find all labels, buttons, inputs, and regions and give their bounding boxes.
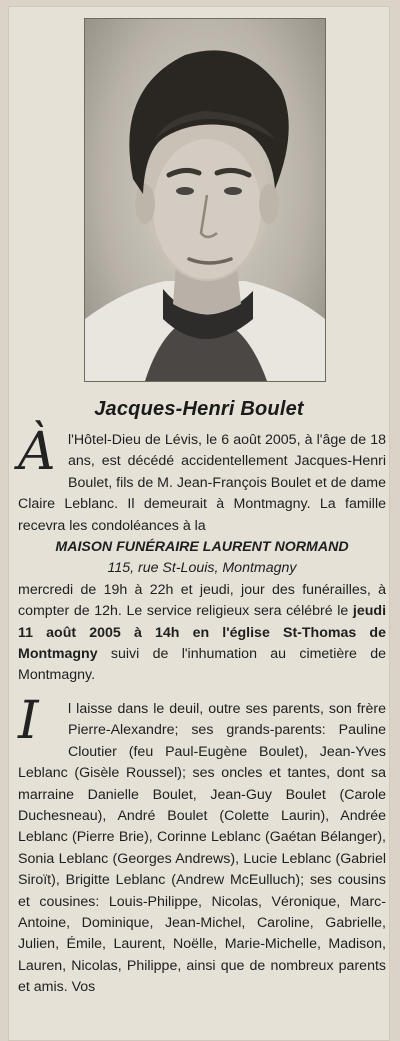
- visitation-details: mercredi de 19h à 22h et jeudi, jour des funérailles, à compter de 12h. Le service religieux sera célébré le: [18, 581, 386, 620]
- funeral-home-name: MAISON FUNÉRAIRE LAURENT NORMAND: [55, 539, 349, 556]
- announcement-paragraph: [18, 422, 387, 687]
- announcement-lead: l'Hôtel-Dieu de Lévis, le 6 août 2005, à l'âge de 18 ans, est décédé accidentellement Jacques-Henri Boulet, fils de M. Jean-François Boulet et de dame Claire Leblanc. Il demeurait à Montmagny. La famille recevra les condoléances à la: [18, 432, 386, 534]
- survivors-paragraph: [18, 690, 386, 999]
- deceased-name: Jacques-Henri Boulet: [94, 398, 304, 420]
- dropcap-a: À: [18, 422, 56, 482]
- obituary-text: [18, 422, 387, 999]
- portrait-illustration: [85, 19, 325, 381]
- obituary-clipping: [8, 6, 390, 1041]
- dropcap-i: I: [18, 690, 39, 751]
- funeral-home-address: 115, rue St-Louis, Montmagny: [107, 560, 297, 577]
- portrait-photo: [84, 18, 326, 382]
- service-details: jeudi 11 août 2005 à 14h en l'église St-Thomas de Montmagny: [18, 603, 387, 663]
- survivors-text: l laisse dans le deuil, outre ses parents, son frère Pierre-Alexandre; ses grands-parents: Pauline Cloutier (feu Paul-Eugène Boulet), Jean-Yves Leblanc (Gisèle Roussel); ses oncles et tantes, dont sa marraine Danielle Boulet, Jean-Guy Boulet (Carole Duchesneau), André Boulet (Colette Laurin), Andrée Leblanc (Pierre Brie), Corinne Leblanc (Gaétan Bélanger), Sonia Leblanc (Georges Andrews), Lucie Leblanc (Gabriel Siroït), Brigitte Leblanc (Andrew McEulluch); ses cousins et cousines: Louis-Philippe, Nicolas, Véronique, Marc-Antoine, Dominique, Jean-Michel, Caroline, Gabrielle, Julien, Émile, Laurent, Noëlle, Marie-Michelle, Madison, Lauren, Nicolas, Philippe, ainsi que de nombreux parents et amis. Vos: [18, 700, 386, 996]
- burial-details: suivi de l'inhumation au cimetière de Montmagny.: [18, 646, 386, 684]
